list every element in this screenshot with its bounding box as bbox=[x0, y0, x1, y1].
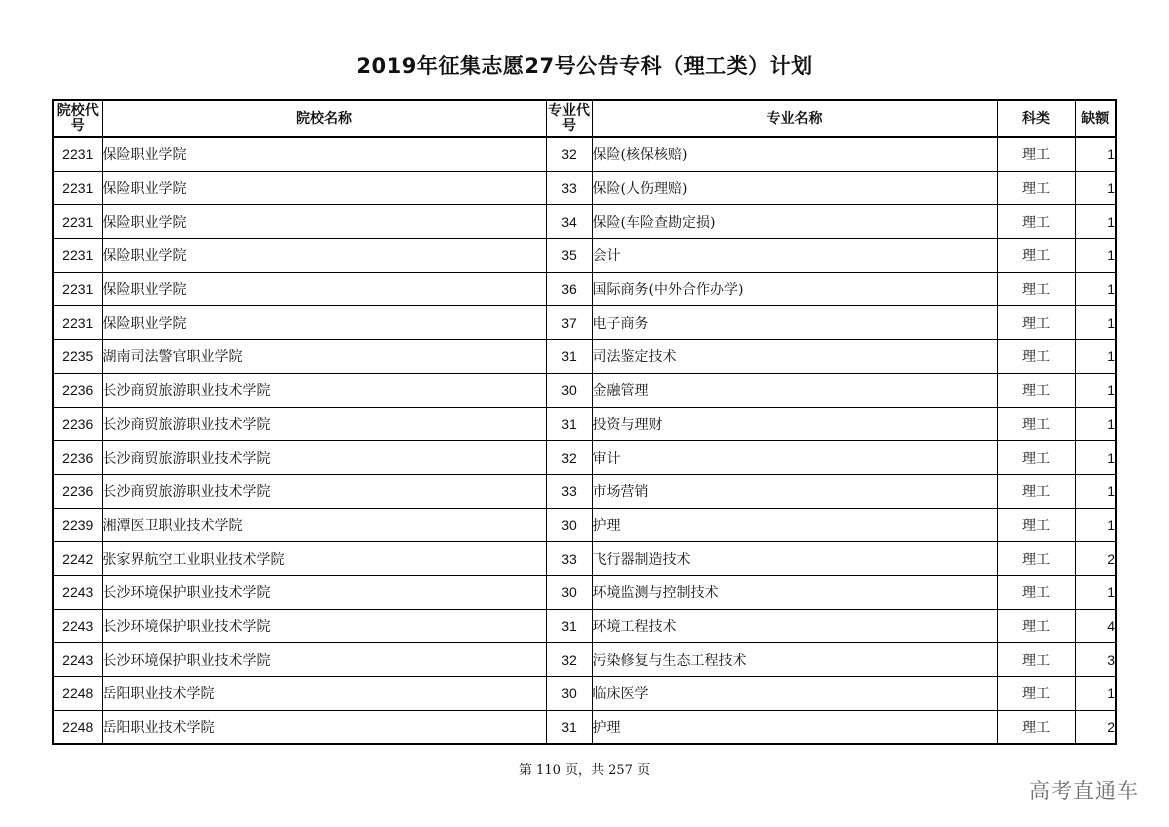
cell-quota: 1 bbox=[1075, 239, 1116, 273]
cell-school-name: 长沙环境保护职业技术学院 bbox=[102, 575, 546, 609]
cell-school-code: 2242 bbox=[53, 542, 102, 576]
cell-quota: 1 bbox=[1075, 508, 1116, 542]
cell-major-code: 32 bbox=[546, 441, 592, 475]
cell-school-code: 2231 bbox=[53, 205, 102, 239]
cell-school-code: 2231 bbox=[53, 137, 102, 171]
cell-school-name: 保险职业学院 bbox=[102, 171, 546, 205]
cell-major-code: 30 bbox=[546, 677, 592, 711]
cell-category: 理工 bbox=[997, 710, 1075, 744]
cell-major-name: 审计 bbox=[592, 441, 997, 475]
cell-school-name: 保险职业学院 bbox=[102, 137, 546, 171]
table-row bbox=[53, 643, 1116, 677]
plan-table bbox=[52, 99, 1117, 745]
table-row bbox=[53, 542, 1116, 576]
cell-category: 理工 bbox=[997, 272, 1075, 306]
cell-quota: 1 bbox=[1075, 677, 1116, 711]
page-number: 第 110 页，共 257 页 bbox=[518, 763, 651, 778]
cell-category: 理工 bbox=[997, 171, 1075, 205]
cell-school-name: 保险职业学院 bbox=[102, 205, 546, 239]
cell-quota: 2 bbox=[1075, 542, 1116, 576]
cell-major-code: 33 bbox=[546, 474, 592, 508]
cell-category: 理工 bbox=[997, 137, 1075, 171]
header-school-name: 院校名称 bbox=[102, 100, 546, 137]
cell-category: 理工 bbox=[997, 441, 1075, 475]
cell-major-name: 保险(核保核赔) bbox=[592, 137, 997, 171]
cell-category: 理工 bbox=[997, 677, 1075, 711]
cell-school-code: 2243 bbox=[53, 643, 102, 677]
table-row bbox=[53, 441, 1116, 475]
table-row bbox=[53, 508, 1116, 542]
cell-quota: 1 bbox=[1075, 306, 1116, 340]
cell-major-code: 36 bbox=[546, 272, 592, 306]
cell-quota: 3 bbox=[1075, 643, 1116, 677]
cell-major-code: 30 bbox=[546, 575, 592, 609]
cell-major-name: 保险(人伤理赔) bbox=[592, 171, 997, 205]
cell-school-code: 2236 bbox=[53, 441, 102, 475]
table-row bbox=[53, 575, 1116, 609]
cell-major-code: 32 bbox=[546, 137, 592, 171]
cell-major-name: 国际商务(中外合作办学) bbox=[592, 272, 997, 306]
cell-school-code: 2243 bbox=[53, 575, 102, 609]
cell-school-name: 保险职业学院 bbox=[102, 239, 546, 273]
cell-quota: 1 bbox=[1075, 441, 1116, 475]
cell-school-code: 2243 bbox=[53, 609, 102, 643]
cell-major-code: 35 bbox=[546, 239, 592, 273]
cell-major-name: 投资与理财 bbox=[592, 407, 997, 441]
cell-quota: 1 bbox=[1075, 205, 1116, 239]
cell-major-name: 保险(车险查勘定损) bbox=[592, 205, 997, 239]
cell-category: 理工 bbox=[997, 306, 1075, 340]
cell-category: 理工 bbox=[997, 340, 1075, 374]
cell-major-code: 31 bbox=[546, 407, 592, 441]
table-row bbox=[53, 373, 1116, 407]
cell-major-name: 环境监测与控制技术 bbox=[592, 575, 997, 609]
cell-major-name: 司法鉴定技术 bbox=[592, 340, 997, 374]
cell-category: 理工 bbox=[997, 508, 1075, 542]
table-body bbox=[53, 137, 1116, 744]
cell-school-code: 2236 bbox=[53, 373, 102, 407]
cell-category: 理工 bbox=[997, 542, 1075, 576]
cell-major-code: 30 bbox=[546, 373, 592, 407]
cell-category: 理工 bbox=[997, 609, 1075, 643]
cell-major-name: 飞行器制造技术 bbox=[592, 542, 997, 576]
cell-major-name: 环境工程技术 bbox=[592, 609, 997, 643]
cell-category: 理工 bbox=[997, 643, 1075, 677]
cell-quota: 1 bbox=[1075, 340, 1116, 374]
cell-category: 理工 bbox=[997, 373, 1075, 407]
table-row bbox=[53, 171, 1116, 205]
cell-school-code: 2231 bbox=[53, 272, 102, 306]
cell-major-code: 32 bbox=[546, 643, 592, 677]
cell-school-name: 长沙商贸旅游职业技术学院 bbox=[102, 407, 546, 441]
cell-quota: 1 bbox=[1075, 474, 1116, 508]
cell-category: 理工 bbox=[997, 575, 1075, 609]
cell-school-code: 2231 bbox=[53, 171, 102, 205]
table-row bbox=[53, 474, 1116, 508]
cell-school-code: 2248 bbox=[53, 677, 102, 711]
table-row bbox=[53, 306, 1116, 340]
cell-quota: 2 bbox=[1075, 710, 1116, 744]
cell-major-name: 护理 bbox=[592, 710, 997, 744]
cell-major-name: 护理 bbox=[592, 508, 997, 542]
cell-major-code: 31 bbox=[546, 340, 592, 374]
table-row bbox=[53, 609, 1116, 643]
cell-school-name: 岳阳职业技术学院 bbox=[102, 677, 546, 711]
cell-category: 理工 bbox=[997, 474, 1075, 508]
cell-school-name: 长沙商贸旅游职业技术学院 bbox=[102, 441, 546, 475]
cell-school-code: 2236 bbox=[53, 474, 102, 508]
cell-major-name: 会计 bbox=[592, 239, 997, 273]
cell-school-code: 2239 bbox=[53, 508, 102, 542]
header-major-name: 专业名称 bbox=[592, 100, 997, 137]
cell-major-code: 33 bbox=[546, 171, 592, 205]
cell-school-code: 2231 bbox=[53, 239, 102, 273]
cell-school-name: 湘潭医卫职业技术学院 bbox=[102, 508, 546, 542]
header-quota: 缺额 bbox=[1075, 100, 1116, 137]
watermark-logo: 高考直通车 bbox=[1029, 779, 1139, 803]
header-school-code: 院校代号 bbox=[53, 100, 102, 137]
cell-major-name: 临床医学 bbox=[592, 677, 997, 711]
cell-major-code: 31 bbox=[546, 609, 592, 643]
cell-quota: 1 bbox=[1075, 575, 1116, 609]
cell-school-name: 张家界航空工业职业技术学院 bbox=[102, 542, 546, 576]
cell-major-name: 市场营销 bbox=[592, 474, 997, 508]
table-row bbox=[53, 677, 1116, 711]
header-major-code: 专业代号 bbox=[546, 100, 592, 137]
cell-quota: 1 bbox=[1075, 272, 1116, 306]
table-row bbox=[53, 407, 1116, 441]
cell-school-name: 保险职业学院 bbox=[102, 306, 546, 340]
cell-school-name: 长沙环境保护职业技术学院 bbox=[102, 609, 546, 643]
table-row bbox=[53, 340, 1116, 374]
cell-major-name: 污染修复与生态工程技术 bbox=[592, 643, 997, 677]
cell-school-code: 2236 bbox=[53, 407, 102, 441]
cell-quota: 1 bbox=[1075, 171, 1116, 205]
cell-school-code: 2231 bbox=[53, 306, 102, 340]
table-row bbox=[53, 137, 1116, 171]
cell-category: 理工 bbox=[997, 239, 1075, 273]
cell-major-name: 金融管理 bbox=[592, 373, 997, 407]
cell-school-code: 2248 bbox=[53, 710, 102, 744]
cell-quota: 1 bbox=[1075, 407, 1116, 441]
table-row bbox=[53, 710, 1116, 744]
cell-category: 理工 bbox=[997, 407, 1075, 441]
cell-major-code: 37 bbox=[546, 306, 592, 340]
table-row bbox=[53, 205, 1116, 239]
cell-school-name: 湖南司法警官职业学院 bbox=[102, 340, 546, 374]
cell-category: 理工 bbox=[997, 205, 1075, 239]
cell-school-name: 保险职业学院 bbox=[102, 272, 546, 306]
cell-quota: 1 bbox=[1075, 137, 1116, 171]
header-category: 科类 bbox=[997, 100, 1075, 137]
cell-major-code: 31 bbox=[546, 710, 592, 744]
cell-school-name: 长沙商贸旅游职业技术学院 bbox=[102, 474, 546, 508]
cell-school-name: 长沙环境保护职业技术学院 bbox=[102, 643, 546, 677]
cell-major-code: 34 bbox=[546, 205, 592, 239]
cell-quota: 1 bbox=[1075, 373, 1116, 407]
document-title: 2019年征集志愿27号公告专科（理工类）计划 bbox=[356, 54, 813, 78]
cell-major-name: 电子商务 bbox=[592, 306, 997, 340]
cell-school-name: 长沙商贸旅游职业技术学院 bbox=[102, 373, 546, 407]
table-row bbox=[53, 239, 1116, 273]
cell-school-name: 岳阳职业技术学院 bbox=[102, 710, 546, 744]
cell-major-code: 33 bbox=[546, 542, 592, 576]
cell-quota: 4 bbox=[1075, 609, 1116, 643]
table-header-row bbox=[53, 100, 1116, 137]
table-row bbox=[53, 272, 1116, 306]
cell-major-code: 30 bbox=[546, 508, 592, 542]
cell-school-code: 2235 bbox=[53, 340, 102, 374]
